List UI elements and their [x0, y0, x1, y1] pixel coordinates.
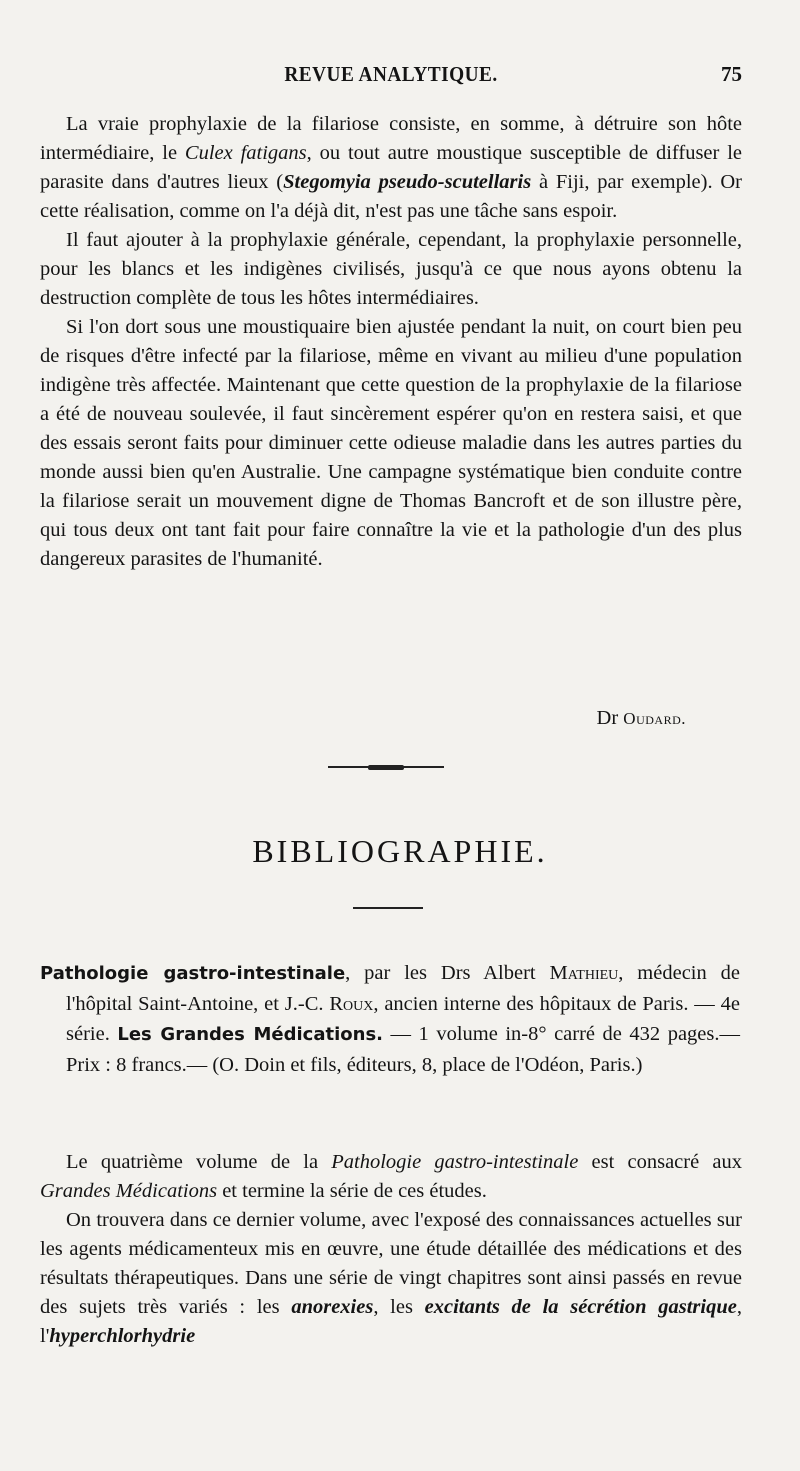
paragraph: [40, 110, 742, 226]
title-underline: [353, 907, 423, 909]
text-run: , ou tout autre moustique susceptible de diffuser le parasite dans d'autres lieux (: [40, 142, 742, 193]
species-name: Culex fatigans: [184, 142, 307, 164]
book-title: Pathologie gastro-intestinale: [40, 963, 346, 984]
species-name: Stegomyia pseudo-scutellaris: [283, 171, 532, 193]
running-title: REVUE ANALYTIQUE.: [284, 62, 498, 86]
text-run: et termine la série de ces études.: [217, 1180, 487, 1202]
page-number: 75: [721, 62, 742, 86]
text-run: — 1 volume in-8° carré de 432 pages.— Prix : 8 francs.— (O. Doin et fils, éditeurs, 8, place de l'Odéon, Paris.): [66, 1023, 741, 1076]
text-run: est consacré aux: [578, 1151, 743, 1173]
text-run: , l': [40, 1296, 742, 1347]
text-run: Le quatrième volume de la: [66, 1151, 332, 1173]
citation: [40, 958, 740, 1080]
text-run: La vraie prophylaxie de la filariose consiste, en somme, à détruire son hôte intermédiaire, le: [40, 113, 742, 164]
paragraph: [40, 1206, 742, 1351]
text-run: , ancien interne des hôpitaux de Paris. — 4e série.: [66, 993, 740, 1045]
author-name: Mathieu: [549, 962, 619, 984]
series-title: Les Grandes Médications.: [117, 1024, 383, 1045]
review-body: [40, 1148, 742, 1351]
running-header: [40, 62, 742, 92]
paragraph: Il faut ajouter à la prophylaxie générale, cependant, la prophylaxie personnelle, pour les blancs et les indigènes civilisés, jusqu'à ce que nous ayons obtenu la destruction complète de tous les hôtes intermédiaires.: [40, 229, 742, 309]
bibliography-entry: [40, 958, 740, 1080]
series-title-ref: Grandes Médications: [40, 1180, 218, 1202]
signature-name: Oudard.: [623, 709, 686, 728]
paragraph: Si l'on dort sous une moustiquaire bien ajustée pendant la nuit, on court bien peu de risques d'être infecté par la filariose, même en vivant au milieu d'une population indigène très affectée. Maintenant que cette question de la prophylaxie de la filariose a été de nouveau soulevée, il faut sincèrement espérer qu'on en restera saisi, et que des essais seront faits pour diminuer cette odieuse maladie dans les autres parties du monde aussi bien qu'en Australie. Une campagne systématique bien conduite contre la filariose serait un mouvement digne de Thomas Bancroft et de son illustre père, qui tous deux ont tant fait pour faire connaître la vie et la pathologie d'un des plus dangereux parasites de l'humanité.: [40, 316, 742, 570]
section-divider: [328, 765, 444, 770]
term: anorexies: [291, 1296, 374, 1318]
book-title-ref: Pathologie gastro-intestinale: [331, 1151, 579, 1173]
signature-prefix: Dr: [596, 707, 619, 729]
article-body: [40, 110, 742, 574]
text-run: , par les Drs Albert: [345, 962, 550, 984]
term: hyperchlorhydrie: [49, 1325, 196, 1347]
text-run: à Fiji, par exemple). Or cette réalisation, comme on l'a déjà dit, n'est pas une tâche sans espoir.: [40, 171, 742, 222]
section-title: BIBLIOGRAPHIE.: [252, 833, 548, 869]
author-signature: [597, 707, 686, 730]
term: excitants de la sécrétion gastrique: [424, 1296, 737, 1318]
text-run: , les: [373, 1296, 425, 1318]
paragraph: [40, 1148, 742, 1206]
text-run: On trouvera dans ce dernier volume, avec l'exposé des connaissances actuelles sur les agents médicamenteux mis en œuvre, une étude détaillée des médications et des résultats thérapeutiques. Dans une série de vingt chapitres sont ainsi passés en revue des sujets très variés : les: [40, 1209, 742, 1318]
author-name: Roux: [329, 993, 374, 1015]
text-run: , médecin de l'hôpital Saint-Antoine, et J.-C.: [66, 962, 740, 1015]
